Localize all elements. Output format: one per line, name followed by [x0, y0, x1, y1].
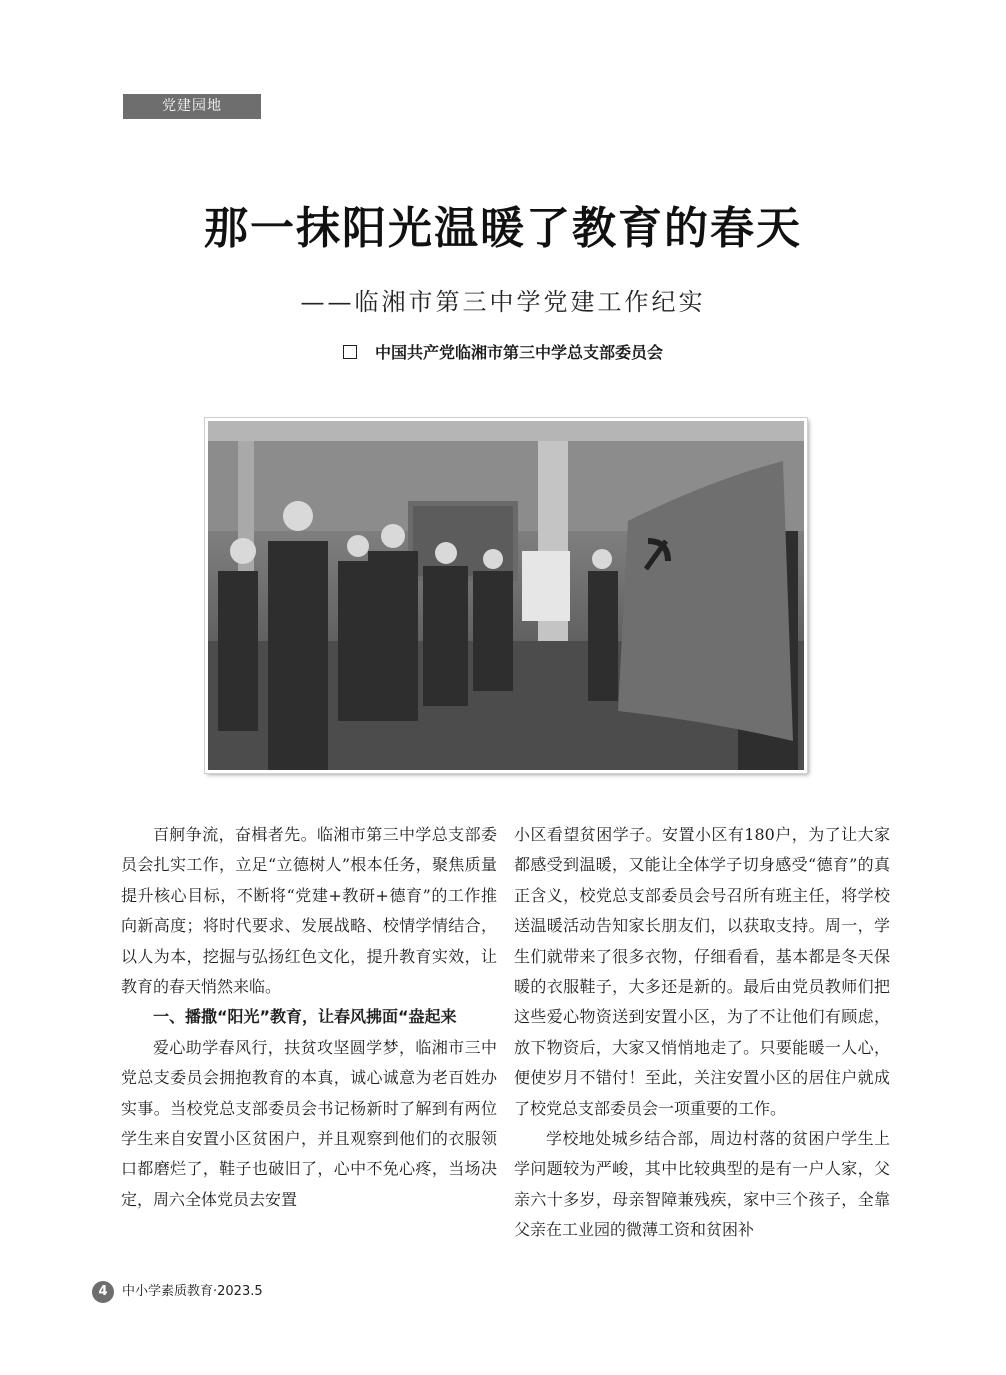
photo-illustration: [208, 421, 804, 770]
section-heading: 一、播撒“阳光”教育，让春风拂面“盎起来: [153, 1007, 457, 1027]
section-tag: 党建园地: [123, 94, 261, 119]
page-number: 4: [92, 1281, 114, 1303]
page-footer: [92, 1281, 263, 1303]
paragraph: 学校地处城乡结合部，周边村落的贫困户学生上学问题较为严峻，其中比较典型的是有一户人家，父亲六十多岁，母亲智障兼残疾，家中三个孩子，全靠父亲在工业园的微薄工资和贫困补: [514, 1129, 890, 1240]
left-column: [121, 820, 497, 1215]
right-column: [514, 820, 890, 1246]
square-icon: [343, 345, 357, 359]
article-subtitle: ——临湘市第三中学党建工作纪实: [300, 288, 706, 316]
author-name: 中国共产党临湘市第三中学总支部委员会: [374, 343, 663, 362]
article-photo: [205, 418, 807, 773]
journal-name: 中小学素质教育·2023.5: [122, 1284, 263, 1299]
article-title: 那一抹阳光温暖了教育的春天: [204, 203, 802, 254]
paragraph: 小区看望贫困学子。安置小区有180户，为了让大家都感受到温暖，又能让全体学子切身感受“德育”的真正含义，校党总支部委员会号召所有班主任，将学校送温暖活动告知家长朋友们，以获取支持。周一，学生们就带来了很多衣物，仔细看看，基本都是冬天保暖的衣服鞋子，大多还是新的。最后由党员教师们把这些爱心物资送到安置小区，为了不让他们有顾虑，放下物资后，大家又悄悄地走了。只要能暖一人心，便使岁月不错付！至此，关注安置小区的居住户就成了校党总支部委员会一项重要的工作。: [514, 825, 890, 1118]
paragraph: 百舸争流，奋楫者先。临湘市第三中学总支部委员会扎实工作，立足“立德树人”根本任务，聚焦质量提升核心目标，不断将“党建+教研+德育”的工作推向新高度；将时代要求、发展战略、校情学情结合，以人为本，挖掘与弘扬红色文化，提升教育实效，让教育的春天悄然来临。: [121, 825, 497, 997]
paragraph: 爱心助学春风行，扶贫攻坚圆学梦，临湘市三中党总支委员会拥抱教育的本真，诚心诚意为老百姓办实事。当校党总支部委员会书记杨新时了解到有两位学生来自安置小区贫困户，并且观察到他们的衣服领口都磨烂了，鞋子也破旧了，心中不免心疼，当场决定，周六全体党员去安置: [121, 1037, 497, 1209]
author-line: [0, 340, 1006, 363]
